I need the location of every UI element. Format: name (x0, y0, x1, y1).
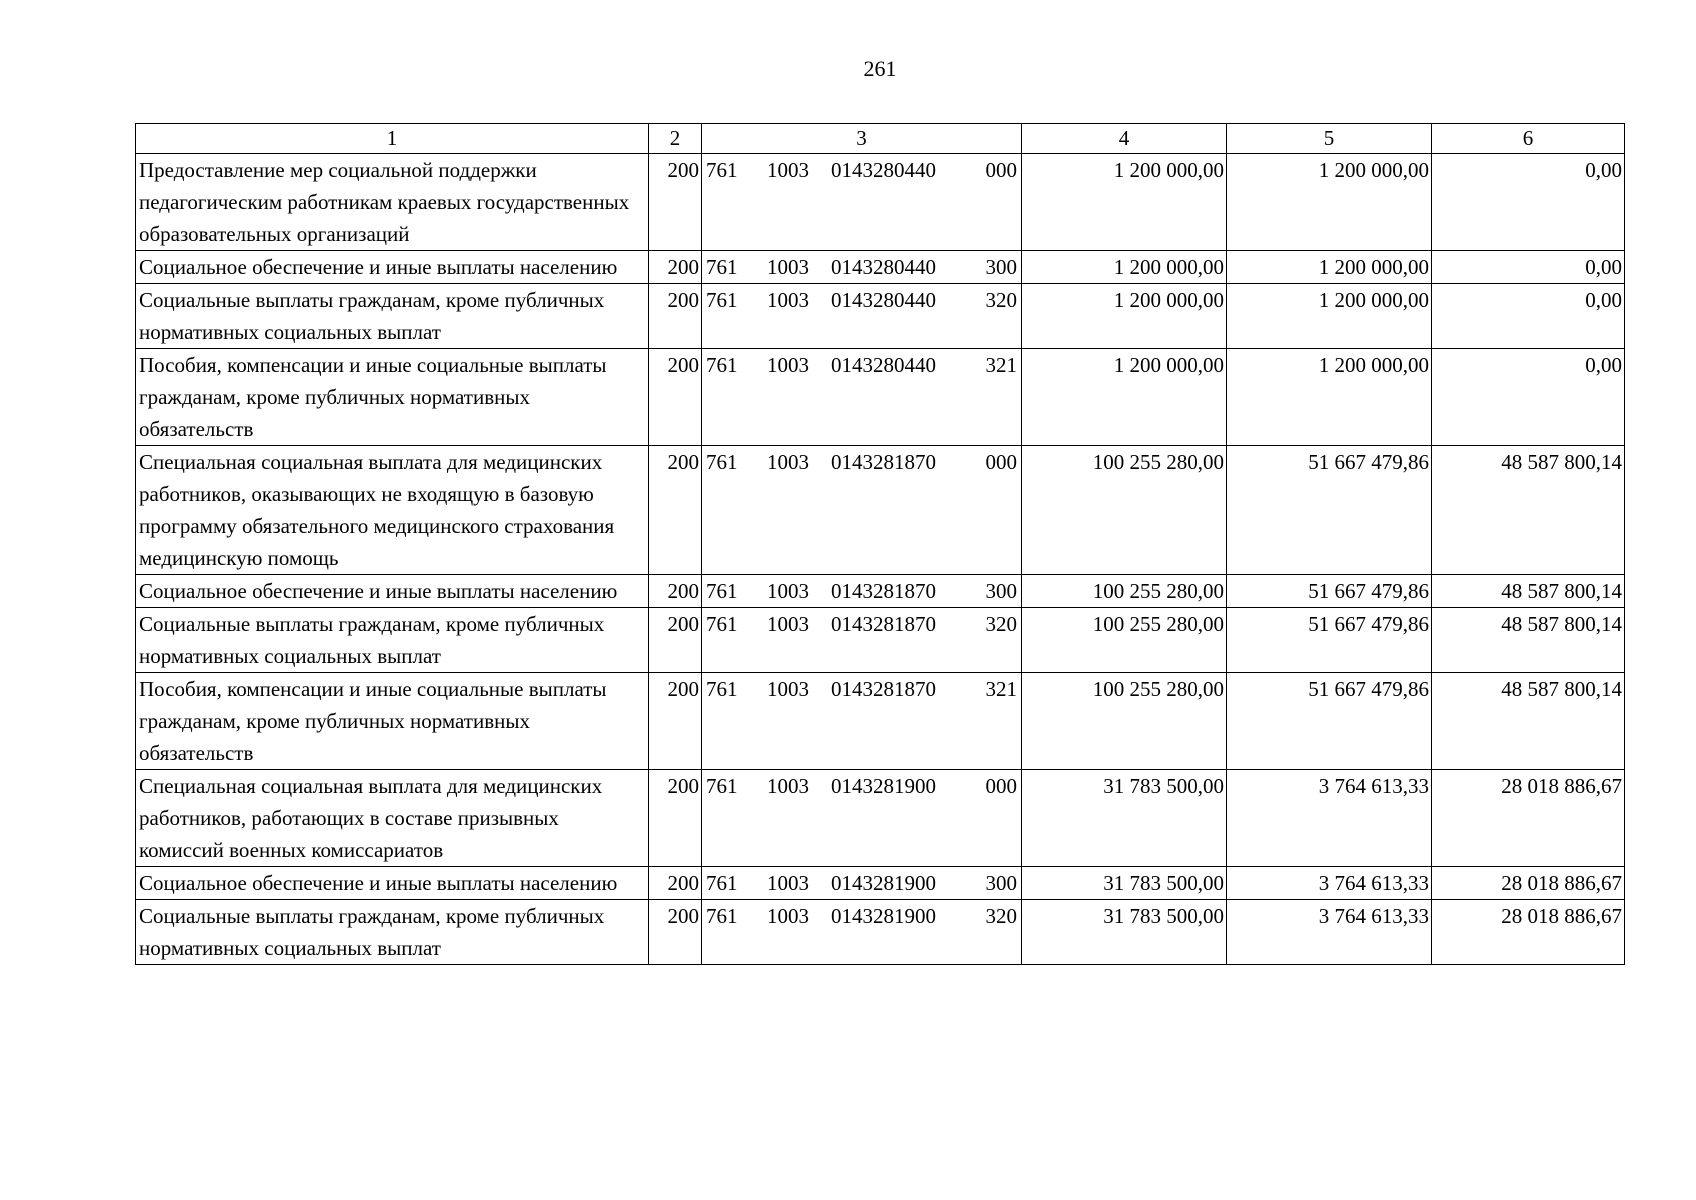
row-approved: 1 200 000,00 (1022, 154, 1227, 251)
row-budget-code (702, 673, 1022, 770)
header-row (136, 124, 1625, 154)
row-unexecuted: 0,00 (1432, 349, 1625, 446)
code-expense-type: 000 (985, 158, 1017, 182)
code-admin: 761 (706, 158, 738, 182)
row-unexecuted: 48 587 800,14 (1432, 575, 1625, 608)
code-expense-type: 320 (985, 904, 1017, 928)
row-unexecuted: 48 587 800,14 (1432, 673, 1625, 770)
page-number: 261 (863, 56, 897, 81)
code-admin: 761 (706, 612, 738, 636)
code-target: 0143281870 (831, 579, 936, 603)
table-row (136, 154, 1625, 251)
budget-table (135, 123, 1625, 965)
row-budget-code (702, 867, 1022, 900)
row-name: Пособия, компенсации и иные социальные выплаты гражданам, кроме публичных нормативных обязательств (136, 349, 649, 446)
row-budget-code (702, 349, 1022, 446)
header-cell: 5 (1227, 124, 1432, 154)
row-executed: 51 667 479,86 (1227, 575, 1432, 608)
row-executed: 1 200 000,00 (1227, 154, 1432, 251)
row-executed: 51 667 479,86 (1227, 446, 1432, 575)
code-section: 1003 (767, 288, 809, 312)
row-approved: 100 255 280,00 (1022, 575, 1227, 608)
code-section: 1003 (767, 353, 809, 377)
code-section: 1003 (767, 579, 809, 603)
code-admin: 761 (706, 579, 738, 603)
code-admin: 761 (706, 353, 738, 377)
row-unexecuted: 48 587 800,14 (1432, 446, 1625, 575)
code-section: 1003 (767, 904, 809, 928)
row-name: Социальные выплаты гражданам, кроме публичных нормативных социальных выплат (136, 608, 649, 673)
table-row (136, 284, 1625, 349)
row-unexecuted: 48 587 800,14 (1432, 608, 1625, 673)
row-executed: 1 200 000,00 (1227, 251, 1432, 284)
header-cell: 4 (1022, 124, 1227, 154)
row-budget-code (702, 154, 1022, 251)
row-approved: 31 783 500,00 (1022, 900, 1227, 965)
row-budget-code (702, 284, 1022, 349)
row-executed: 3 764 613,33 (1227, 770, 1432, 867)
code-admin: 761 (706, 450, 738, 474)
row-line-code: 200 (649, 349, 702, 446)
row-executed: 1 200 000,00 (1227, 349, 1432, 446)
row-name: Социальные выплаты гражданам, кроме публичных нормативных социальных выплат (136, 284, 649, 349)
row-approved: 100 255 280,00 (1022, 446, 1227, 575)
code-target: 0143281870 (831, 677, 936, 701)
row-unexecuted: 0,00 (1432, 251, 1625, 284)
code-target: 0143280440 (831, 288, 936, 312)
table-row (136, 673, 1625, 770)
row-unexecuted: 0,00 (1432, 284, 1625, 349)
code-admin: 761 (706, 871, 738, 895)
code-admin: 761 (706, 255, 738, 279)
row-name: Социальное обеспечение и иные выплаты населению (136, 575, 649, 608)
row-budget-code (702, 575, 1022, 608)
row-executed: 51 667 479,86 (1227, 608, 1432, 673)
row-executed: 51 667 479,86 (1227, 673, 1432, 770)
header-cell: 6 (1432, 124, 1625, 154)
table-row (136, 349, 1625, 446)
table-row (136, 446, 1625, 575)
row-approved: 100 255 280,00 (1022, 673, 1227, 770)
row-line-code: 200 (649, 770, 702, 867)
row-line-code: 200 (649, 284, 702, 349)
code-target: 0143280440 (831, 353, 936, 377)
row-line-code: 200 (649, 154, 702, 251)
code-target: 0143281870 (831, 450, 936, 474)
row-approved: 1 200 000,00 (1022, 284, 1227, 349)
code-admin: 761 (706, 774, 738, 798)
table-row (136, 900, 1625, 965)
code-section: 1003 (767, 677, 809, 701)
row-name: Предоставление мер социальной поддержки педагогическим работникам краевых государственных образовательных организаций (136, 154, 649, 251)
row-unexecuted: 28 018 886,67 (1432, 900, 1625, 965)
header-cell: 1 (136, 124, 649, 154)
row-line-code: 200 (649, 446, 702, 575)
row-name: Социальные выплаты гражданам, кроме публичных нормативных социальных выплат (136, 900, 649, 965)
row-name: Специальная социальная выплата для медицинских работников, оказывающих не входящую в базовую программу обязательного медицинского страхования медицинскую помощь (136, 446, 649, 575)
code-expense-type: 000 (985, 774, 1017, 798)
code-expense-type: 321 (985, 677, 1017, 701)
code-section: 1003 (767, 255, 809, 279)
code-admin: 761 (706, 904, 738, 928)
row-approved: 100 255 280,00 (1022, 608, 1227, 673)
row-executed: 3 764 613,33 (1227, 900, 1432, 965)
code-expense-type: 321 (985, 353, 1017, 377)
table-row (136, 575, 1625, 608)
row-name: Пособия, компенсации и иные социальные выплаты гражданам, кроме публичных нормативных обязательств (136, 673, 649, 770)
code-expense-type: 300 (985, 255, 1017, 279)
row-line-code: 200 (649, 673, 702, 770)
row-executed: 3 764 613,33 (1227, 867, 1432, 900)
code-expense-type: 000 (985, 450, 1017, 474)
row-line-code: 200 (649, 608, 702, 673)
row-unexecuted: 28 018 886,67 (1432, 770, 1625, 867)
row-name: Социальное обеспечение и иные выплаты населению (136, 867, 649, 900)
code-section: 1003 (767, 450, 809, 474)
row-line-code: 200 (649, 867, 702, 900)
code-section: 1003 (767, 871, 809, 895)
code-admin: 761 (706, 677, 738, 701)
row-unexecuted: 28 018 886,67 (1432, 867, 1625, 900)
header-cell: 3 (702, 124, 1022, 154)
table-row (136, 251, 1625, 284)
row-line-code: 200 (649, 575, 702, 608)
row-budget-code (702, 251, 1022, 284)
row-line-code: 200 (649, 900, 702, 965)
code-target: 0143280440 (831, 158, 936, 182)
row-name: Социальное обеспечение и иные выплаты населению (136, 251, 649, 284)
row-unexecuted: 0,00 (1432, 154, 1625, 251)
table-row (136, 867, 1625, 900)
row-budget-code (702, 446, 1022, 575)
code-target: 0143280440 (831, 255, 936, 279)
code-section: 1003 (767, 158, 809, 182)
row-name: Специальная социальная выплата для медицинских работников, работающих в составе призывных комиссий военных комиссариатов (136, 770, 649, 867)
row-approved: 31 783 500,00 (1022, 770, 1227, 867)
code-target: 0143281900 (831, 904, 936, 928)
code-admin: 761 (706, 288, 738, 312)
code-target: 0143281900 (831, 774, 936, 798)
code-expense-type: 320 (985, 612, 1017, 636)
row-budget-code (702, 608, 1022, 673)
code-expense-type: 300 (985, 871, 1017, 895)
row-approved: 1 200 000,00 (1022, 349, 1227, 446)
code-expense-type: 300 (985, 579, 1017, 603)
row-line-code: 200 (649, 251, 702, 284)
code-target: 0143281870 (831, 612, 936, 636)
table-row (136, 608, 1625, 673)
row-approved: 1 200 000,00 (1022, 251, 1227, 284)
code-target: 0143281900 (831, 871, 936, 895)
header-cell: 2 (649, 124, 702, 154)
row-executed: 1 200 000,00 (1227, 284, 1432, 349)
row-budget-code (702, 770, 1022, 867)
row-budget-code (702, 900, 1022, 965)
code-section: 1003 (767, 612, 809, 636)
table-row (136, 770, 1625, 867)
row-approved: 31 783 500,00 (1022, 867, 1227, 900)
code-section: 1003 (767, 774, 809, 798)
code-expense-type: 320 (985, 288, 1017, 312)
